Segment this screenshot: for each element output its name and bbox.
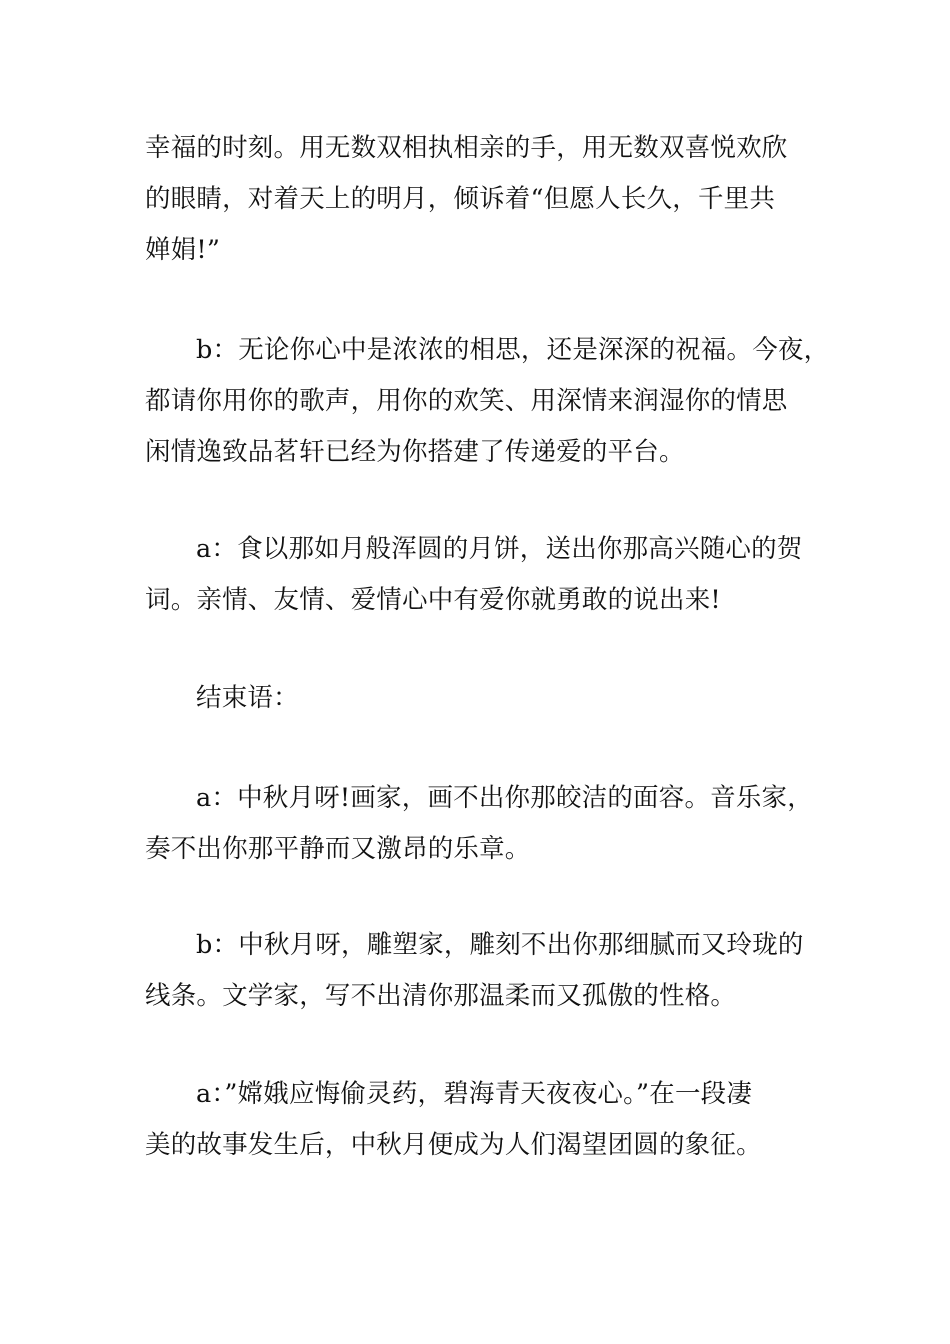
text-line: 的眼睛，对着天上的明月，倾诉着“但愿人长久，千里共 <box>145 184 776 214</box>
text-line: b：无论你心中是浓浓的相思，还是深深的祝福。今夜， <box>196 335 830 365</box>
paragraph-b-wishes <box>145 325 830 478</box>
text-line: 婵娟!” <box>145 235 221 265</box>
closing-heading <box>145 673 810 724</box>
paragraph-a-painter <box>145 773 813 875</box>
paragraph-a-mooncake <box>145 524 810 626</box>
paragraph-continuation <box>145 123 810 276</box>
text-line: a：食以那如月般浑圆的月饼，送出你那高兴随心的贺 <box>196 534 803 564</box>
text-line: a：中秋月呀!画家，画不出你那皎洁的面容。音乐家， <box>196 783 813 813</box>
paragraph-a-change <box>145 1069 810 1171</box>
text-line: 结束语： <box>196 683 299 713</box>
text-line: 都请你用你的歌声，用你的欢笑、用深情来润湿你的情思 <box>145 386 788 416</box>
text-line: 线条。文学家，写不出清你那温柔而又孤傲的性格。 <box>145 981 737 1011</box>
text-line: b：中秋月呀，雕塑家，雕刻不出你那细腻而又玲珑的 <box>196 930 804 960</box>
text-line: 美的故事发生后，中秋月便成为人们渴望团圆的象征。 <box>145 1130 762 1160</box>
text-line: 词。亲情、友情、爱情心中有爱你就勇敢的说出来! <box>145 585 721 615</box>
text-line: a：”嫦娥应悔偷灵药，碧海青天夜夜心。”在一段凄 <box>196 1079 753 1109</box>
text-line: 奏不出你那平静而又激昂的乐章。 <box>145 834 531 864</box>
paragraph-b-sculptor <box>145 920 810 1022</box>
text-line: 幸福的时刻。用无数双相执相亲的手，用无数双喜悦欢欣 <box>145 133 788 163</box>
text-line: 闲情逸致品茗轩已经为你搭建了传递爱的平台。 <box>145 437 685 467</box>
